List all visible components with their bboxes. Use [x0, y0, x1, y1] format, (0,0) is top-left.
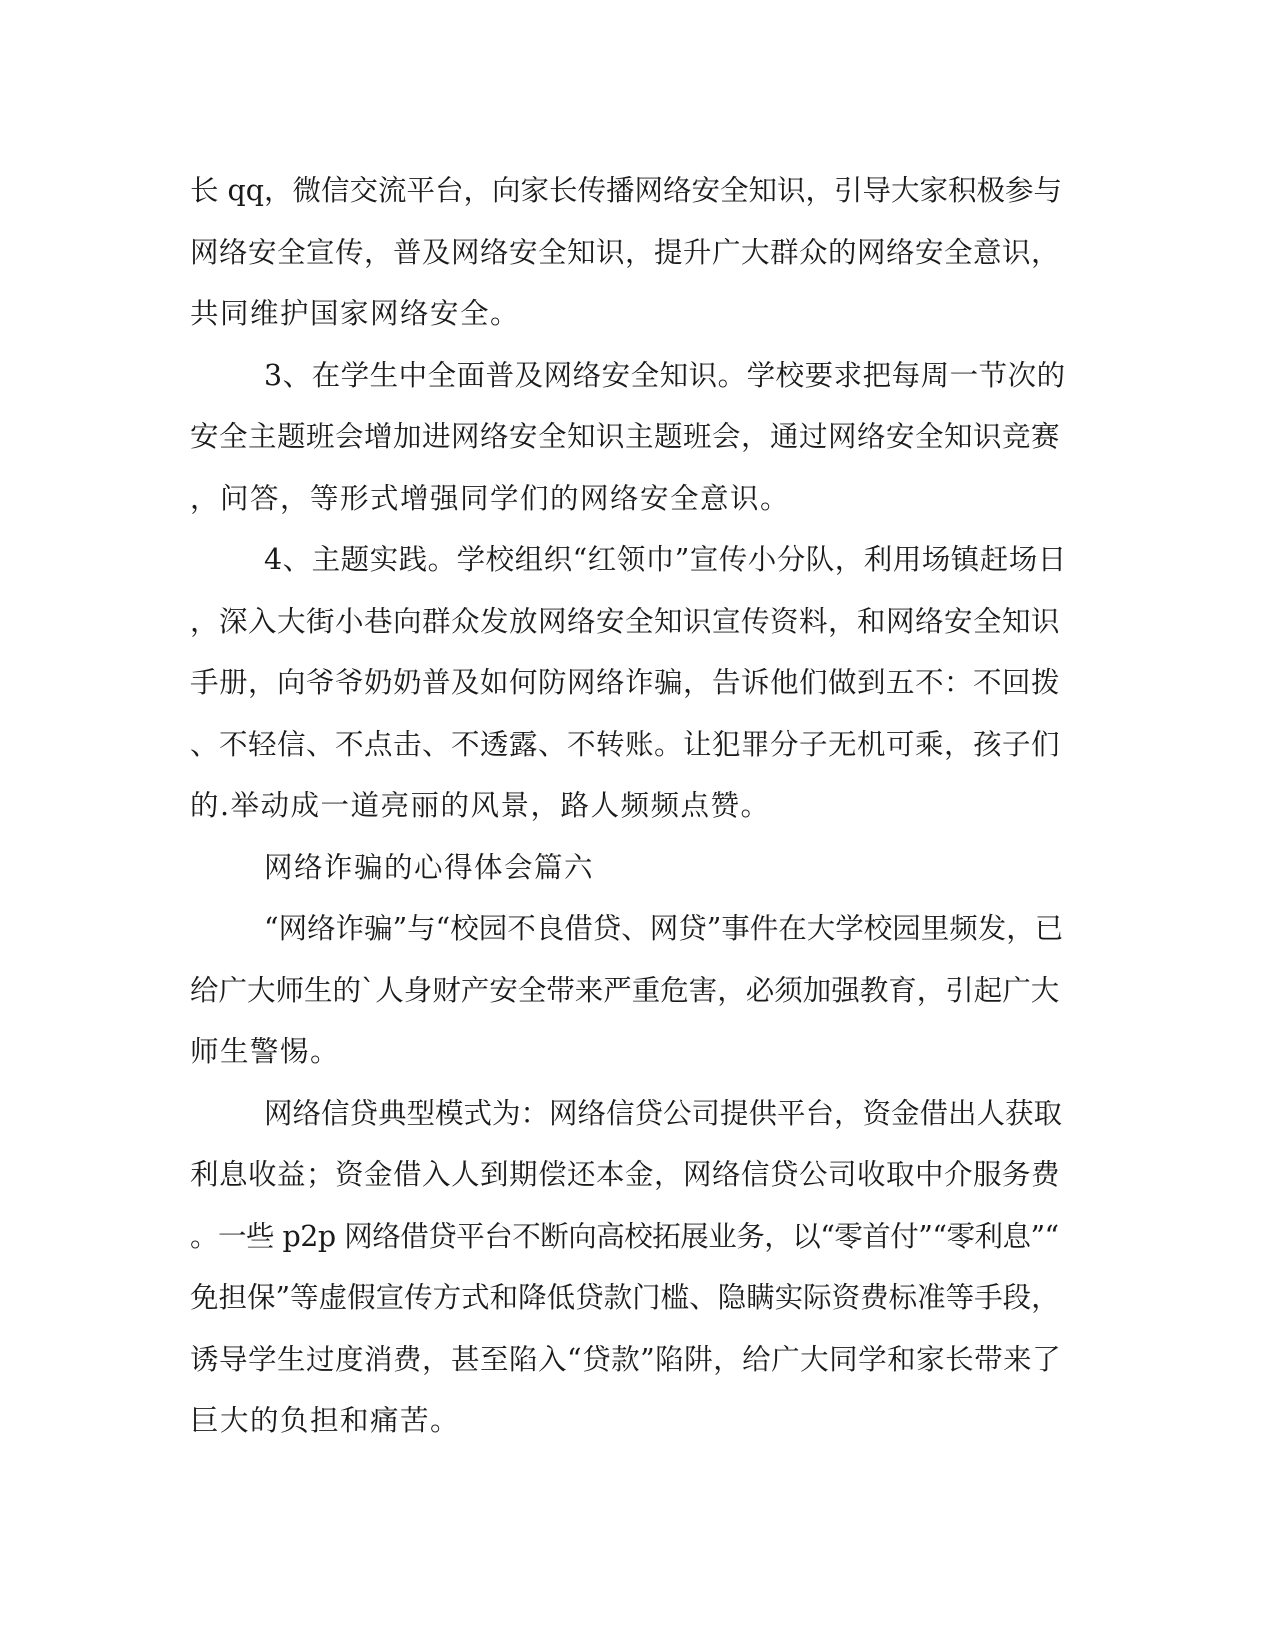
- text-line: 诱导学生过度消费，甚至陷入“贷款”陷阱，给广大同学和家长带来了: [190, 1342, 1062, 1376]
- text-line: 网络信贷典型模式为：网络信贷公司提供平台，资金借出人获取: [264, 1096, 1063, 1130]
- text-line: 利息收益；资金借入人到期偿还本金，网络信贷公司收取中介服务费: [190, 1158, 1061, 1191]
- text-line: 长 qq，微信交流平台，向家长传播网络安全知识，引导大家积极参与: [190, 174, 1063, 207]
- text-line: 手册，向爷爷奶奶普及如何防网络诈骗，告诉他们做到五不：不回拨: [190, 666, 1061, 699]
- text-line: 免担保”等虚假宣传方式和降低贷款门槛、隐瞒实际资费标准等手段，: [190, 1281, 1060, 1314]
- body-text: [190, 160, 1070, 1452]
- text-line: “网络诈骗”与“校园不良借贷、网贷”事件在大学校园里频发，已: [264, 912, 1064, 945]
- text-line: 师生警惕。: [190, 1035, 341, 1068]
- text-line: 共同维护国家网络安全。: [190, 297, 521, 330]
- text-line: 安全主题班会增加进网络安全知识主题班会，通过网络安全知识竞赛: [190, 420, 1061, 453]
- text-line: 网络诈骗的心得体会篇六: [264, 850, 595, 884]
- text-line: 。一些 p2p 网络借贷平台不断向高校拓展业务，以“零首付”“零利息”“: [190, 1219, 1059, 1253]
- text-line: 的.举动成一道亮丽的风景，路人频频点赞。: [190, 789, 771, 822]
- text-line: ，问答，等形式增强同学们的网络安全意识。: [190, 481, 791, 515]
- text-line: 网络安全宣传，普及网络安全知识，提升广大群众的网络安全意识，: [190, 235, 1061, 269]
- text-line: 给广大师生的`人身财产安全带来严重危害，必须加强教育，引起广大: [190, 973, 1060, 1007]
- text-line: 巨大的负担和痛苦。: [190, 1404, 461, 1437]
- text-line: 、不轻信、不点击、不透露、不转账。让犯罪分子无机可乘，孩子们: [190, 727, 1061, 761]
- text-line: 3、在学生中全面普及网络安全知识。学校要求把每周一节次的: [264, 358, 1066, 392]
- text-line: ，深入大街小巷向群众发放网络安全知识宣传资料，和网络安全知识: [190, 604, 1061, 638]
- text-line: 4、主题实践。学校组织“红领巾”宣传小分队，利用场镇赶场日: [264, 543, 1067, 576]
